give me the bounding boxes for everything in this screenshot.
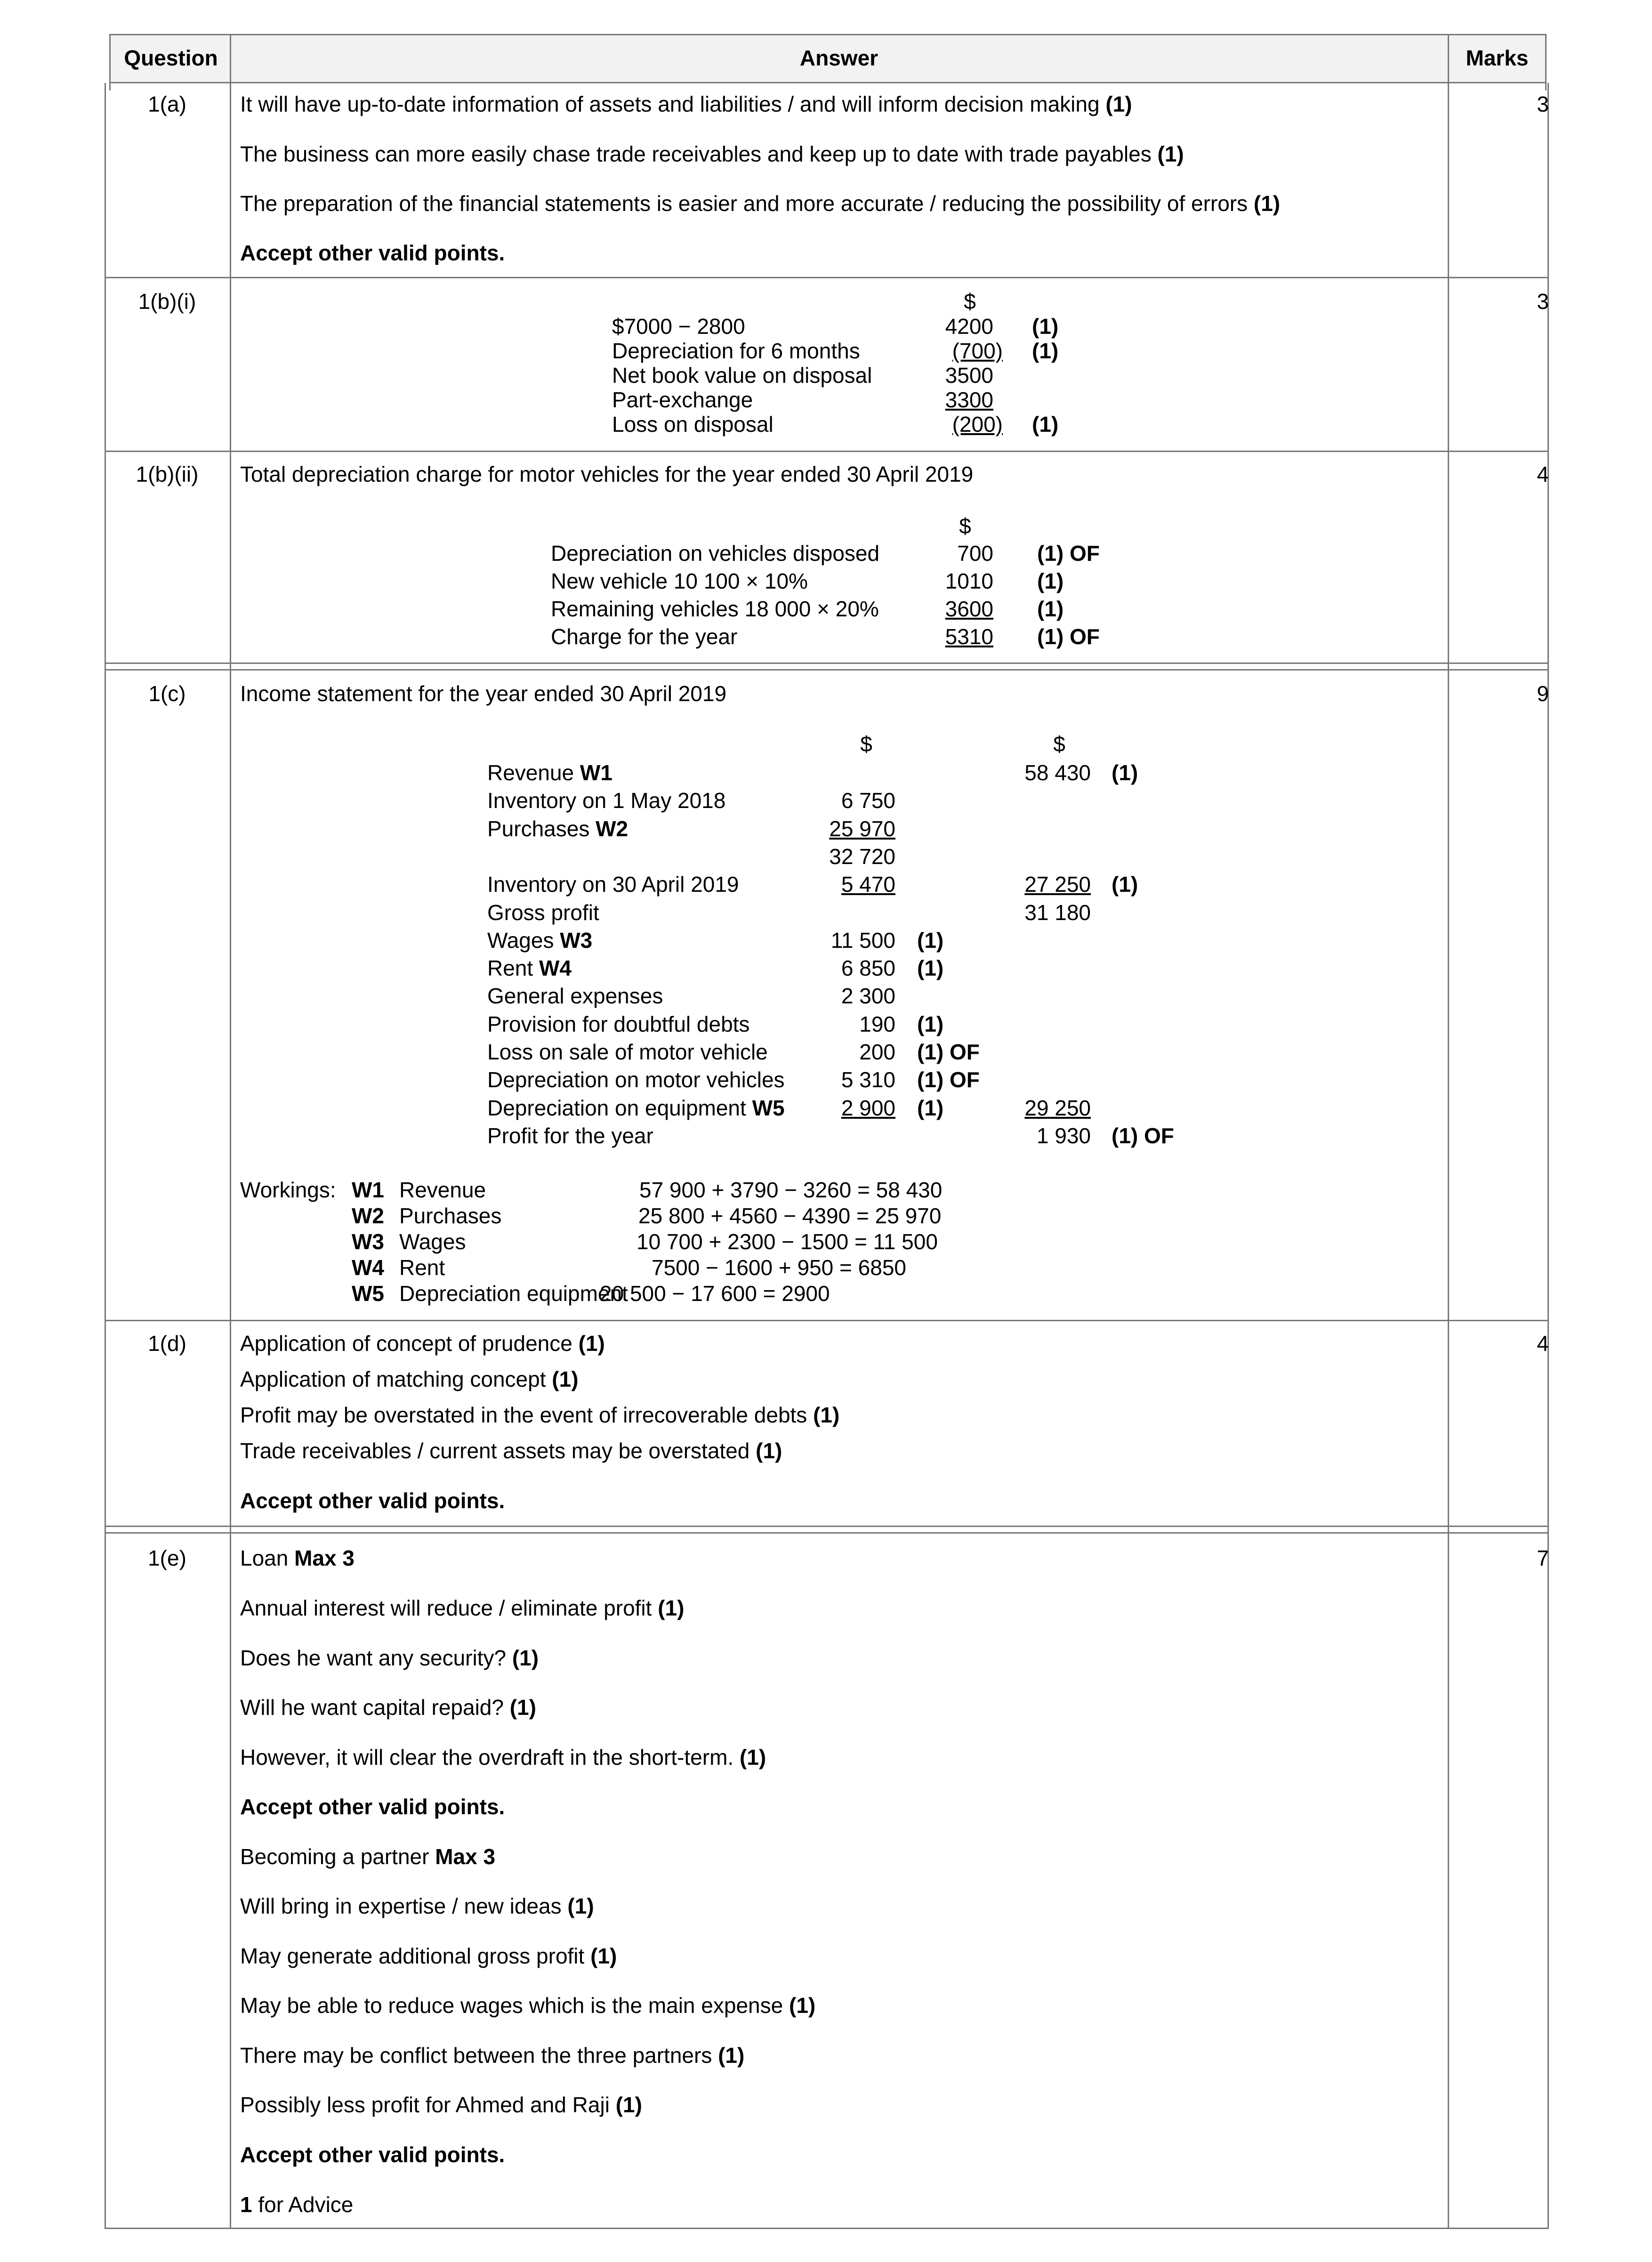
statement-mark-col2: (1): [1112, 760, 1138, 785]
statement-value-col1: 5 470: [841, 872, 895, 897]
working-calculation: 20 500 − 17 600 = 2900: [600, 1281, 830, 1306]
question-number: 1(d): [148, 1331, 186, 1356]
answer-line: Will bring in expertise / new ideas (1): [240, 1894, 594, 1918]
working-code: W2: [352, 1204, 384, 1228]
working-code: W4: [352, 1255, 384, 1280]
working-name: Depreciation equipment: [399, 1281, 628, 1306]
answer-line: Profit may be overstated in the event of irrecoverable debts (1): [240, 1403, 840, 1427]
calc-label: Part-exchange: [612, 388, 753, 412]
statement-value-col2: 27 250: [1024, 872, 1091, 897]
row-divider-1bii-a: [105, 662, 1549, 664]
statement-value-col2: 1 930: [1036, 1123, 1091, 1148]
answer-line: May generate additional gross profit (1): [240, 1944, 617, 1968]
question-number: 1(b)(i): [138, 289, 196, 314]
statement-mark-col1: (1) OF: [917, 1040, 980, 1064]
question-number: 1(e): [148, 1546, 186, 1570]
calc-label: $7000 − 2800: [612, 314, 745, 339]
answer-line: Possibly less profit for Ahmed and Raji (1): [240, 2092, 642, 2117]
currency-header-col2: $: [1053, 732, 1065, 756]
calc-label: Depreciation on vehicles disposed: [551, 541, 880, 566]
statement-mark-col2: (1) OF: [1112, 1123, 1174, 1148]
statement-value-col1: 2 900: [841, 1096, 895, 1120]
marks-value: 3: [1537, 289, 1549, 314]
calc-value: 5310: [945, 624, 993, 649]
statement-mark-col2: (1): [1112, 872, 1138, 897]
accept-note: Accept other valid points.: [240, 1488, 505, 1513]
calc-mark: (1) OF: [1037, 541, 1100, 566]
statement-value-col2: 31 180: [1024, 900, 1091, 925]
question-number: 1(b)(ii): [136, 462, 199, 486]
calc-value: (200): [952, 412, 1003, 436]
header-top-border: [109, 34, 1546, 35]
answer-line: Trade receivables / current assets may be overstated (1): [240, 1438, 782, 1463]
working-code: W3: [352, 1229, 384, 1254]
header-left-border: [109, 34, 111, 90]
statement-value-col2: 29 250: [1024, 1096, 1091, 1120]
statement-label: Loss on sale of motor vehicle: [487, 1040, 768, 1064]
statement-label: Inventory on 1 May 2018: [487, 788, 726, 813]
answer-line: May be able to reduce wages which is the main expense (1): [240, 1993, 816, 2018]
statement-value-col1: 6 850: [841, 956, 895, 980]
table-bottom-border: [105, 2228, 1549, 2229]
calc-mark: (1) OF: [1037, 624, 1100, 649]
statement-label: Provision for doubtful debts: [487, 1012, 750, 1036]
calc-value: 3600: [945, 597, 993, 621]
statement-label: Revenue W1: [487, 760, 612, 785]
row-divider-1c: [105, 1320, 1549, 1321]
header-marks: Marks: [1466, 46, 1529, 70]
statement-mark-col1: (1): [917, 956, 944, 980]
statement-label: Wages W3: [487, 928, 593, 953]
calc-label: Depreciation for 6 months: [612, 339, 860, 363]
statement-value-col1: 190: [859, 1012, 895, 1036]
working-calculation: 7500 − 1600 + 950 = 6850: [652, 1255, 907, 1280]
header-answer: Answer: [799, 46, 878, 70]
header-bottom-border: [109, 82, 1546, 83]
marks-value: 3: [1537, 92, 1549, 116]
statement-value-col1: 32 720: [829, 844, 895, 869]
statement-mark-col1: (1): [917, 1096, 944, 1120]
calc-label: Net book value on disposal: [612, 363, 872, 388]
header-question: Question: [124, 46, 218, 70]
table-right-border: [1547, 83, 1549, 2229]
statement-label: General expenses: [487, 984, 663, 1008]
header-right-border: [1545, 34, 1547, 90]
statement-label: Rent W4: [487, 956, 572, 980]
statement-mark-col1: (1) OF: [917, 1067, 980, 1092]
answer-line: It will have up-to-date information of assets and liabilities / and will inform decision making (1): [240, 92, 1132, 116]
working-name: Rent: [399, 1255, 445, 1280]
marks-value: 4: [1537, 1331, 1549, 1356]
calc-mark: (1): [1032, 412, 1059, 436]
statement-label: Gross profit: [487, 900, 599, 925]
answer-line: Application of concept of prudence (1): [240, 1331, 605, 1356]
calc-mark: (1): [1032, 314, 1059, 339]
loan-heading: Loan Max 3: [240, 1546, 355, 1570]
row-divider-1d-a: [105, 1526, 1549, 1527]
statement-mark-col1: (1): [917, 1012, 944, 1036]
calc-value: 1010: [945, 569, 993, 593]
statement-mark-col1: (1): [917, 928, 944, 953]
statement-value-col1: 11 500: [830, 928, 895, 953]
statement-value-col1: 5 310: [841, 1067, 895, 1092]
answer-line: Does he want any security? (1): [240, 1646, 539, 1670]
accept-note: Accept other valid points.: [240, 2142, 505, 2167]
calc-mark: (1): [1032, 339, 1059, 363]
statement-value-col1: 25 970: [829, 816, 895, 841]
answer-line: There may be conflict between the three partners (1): [240, 2043, 745, 2068]
calc-mark: (1): [1037, 597, 1064, 621]
row-divider-1a: [105, 277, 1549, 278]
answer-line: The preparation of the financial statements is easier and more accurate / reducing the possibility of errors (1): [240, 191, 1281, 216]
accept-note: Accept other valid points.: [240, 1794, 505, 1819]
statement-label: Purchases W2: [487, 816, 629, 841]
working-calculation: 25 800 + 4560 − 4390 = 25 970: [638, 1204, 942, 1228]
answer-line: However, it will clear the overdraft in the short-term. (1): [240, 1745, 766, 1769]
statement-label: Inventory on 30 April 2019: [487, 872, 739, 897]
calc-value: (700): [952, 339, 1003, 363]
working-code: W5: [352, 1281, 384, 1306]
section-title: Income statement for the year ended 30 April 2019: [240, 681, 727, 706]
calc-value: 3300: [945, 388, 993, 412]
marks-value: 4: [1537, 462, 1549, 486]
working-name: Purchases: [399, 1204, 502, 1228]
question-number: 1(a): [148, 92, 186, 116]
question-column-divider: [230, 34, 231, 2229]
workings-label: Workings:: [240, 1178, 336, 1202]
calc-label: New vehicle 10 100 × 10%: [551, 569, 808, 593]
answer-line: Annual interest will reduce / eliminate profit (1): [240, 1596, 685, 1620]
row-divider-1bi: [105, 451, 1549, 452]
answer-line: Application of matching concept (1): [240, 1367, 579, 1391]
answer-column-divider: [1448, 34, 1449, 2229]
marks-value: 7: [1537, 1546, 1549, 1570]
statement-value-col1: 2 300: [841, 984, 895, 1008]
currency-header-col1: $: [860, 732, 872, 756]
statement-label: Depreciation on motor vehicles: [487, 1067, 785, 1092]
calc-mark: (1): [1037, 569, 1064, 593]
calc-value: 3500: [945, 363, 993, 388]
partner-heading: Becoming a partner Max 3: [240, 1844, 496, 1869]
row-divider-1bii-b: [105, 669, 1549, 671]
working-name: Wages: [399, 1229, 466, 1254]
row-divider-1d-b: [105, 1532, 1549, 1534]
answer-line: The business can more easily chase trade receivables and keep up to date with trade payables (1): [240, 142, 1184, 166]
calc-value: 700: [957, 541, 993, 566]
currency-header: $: [964, 289, 976, 314]
marks-value: 9: [1537, 681, 1549, 706]
working-calculation: 10 700 + 2300 − 1500 = 11 500: [637, 1229, 938, 1254]
statement-value-col2: 58 430: [1024, 760, 1091, 785]
working-name: Revenue: [399, 1178, 486, 1202]
calc-label: Loss on disposal: [612, 412, 774, 436]
advice-line: 1 for Advice: [240, 2192, 354, 2217]
answer-line: Will he want capital repaid? (1): [240, 1695, 536, 1720]
calc-label: Charge for the year: [551, 624, 738, 649]
section-title: Total depreciation charge for motor vehicles for the year ended 30 April 2019: [240, 462, 974, 486]
statement-value-col1: 6 750: [841, 788, 895, 813]
statement-value-col1: 200: [859, 1040, 895, 1064]
working-calculation: 57 900 + 3790 − 3260 = 58 430: [639, 1178, 943, 1202]
table-left-border: [105, 83, 106, 2229]
working-code: W1: [352, 1178, 384, 1202]
calc-label: Remaining vehicles 18 000 × 20%: [551, 597, 879, 621]
calc-value: 4200: [945, 314, 993, 339]
accept-note: Accept other valid points.: [240, 241, 505, 265]
statement-label: Profit for the year: [487, 1123, 653, 1148]
statement-label: Depreciation on equipment W5: [487, 1096, 785, 1120]
question-number: 1(c): [148, 681, 186, 706]
currency-header: $: [959, 514, 971, 538]
